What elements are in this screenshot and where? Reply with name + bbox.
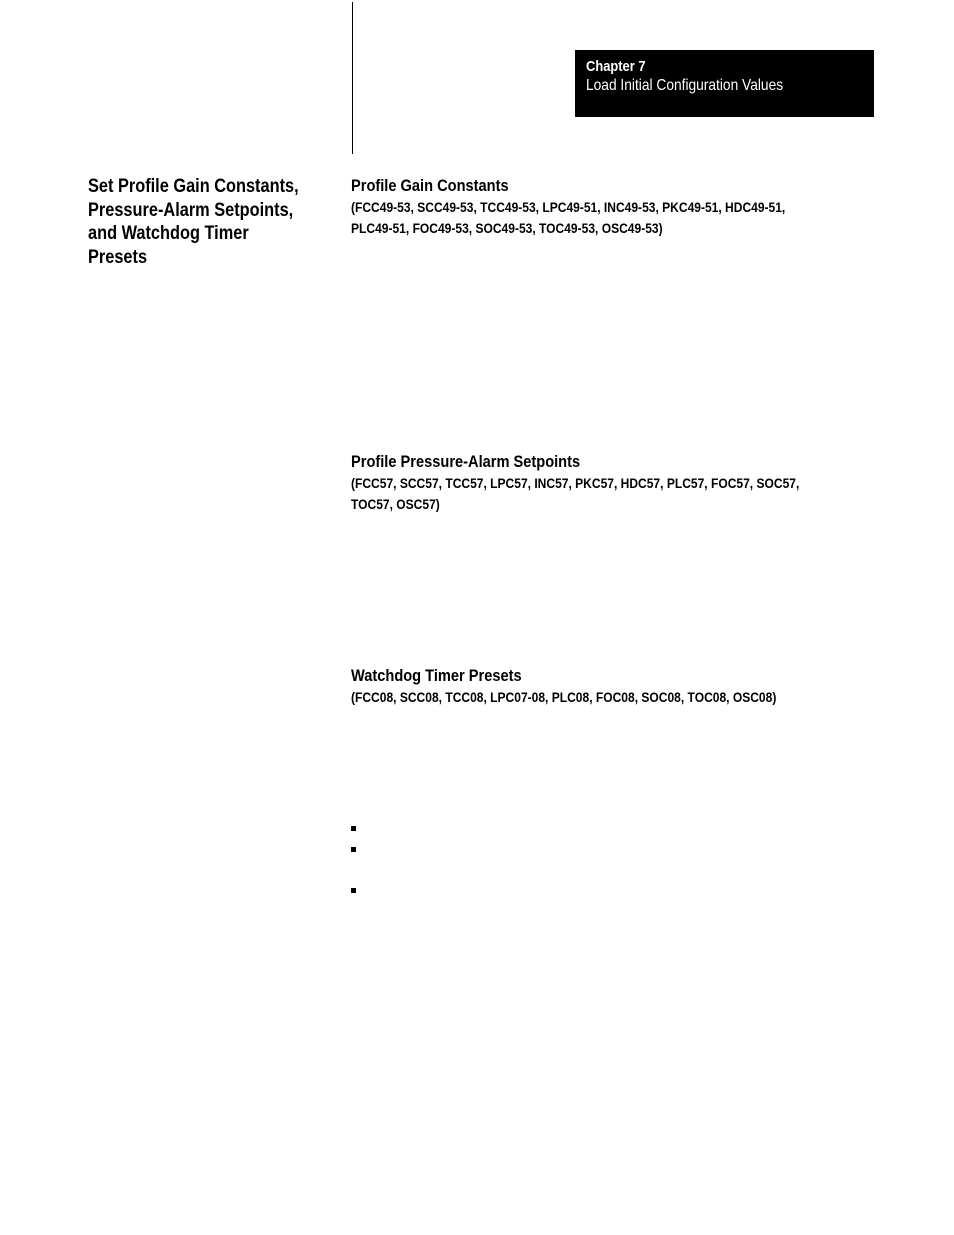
codes-line: (FCC49-53, SCC49-53, TCC49-53, LPC49-51, INC49-53, PKC49-51, HDC49-51, bbox=[351, 199, 786, 215]
codes-line: PLC49-51, FOC49-53, SOC49-53, TOC49-53, OSC49-53) bbox=[351, 220, 663, 236]
section-title: Profile Gain Constants bbox=[351, 176, 509, 195]
chapter-label: Chapter 7 bbox=[586, 58, 646, 75]
section-title: Profile Pressure-Alarm Setpoints bbox=[351, 452, 581, 471]
chapter-header-box bbox=[575, 50, 874, 117]
codes-line: (FCC57, SCC57, TCC57, LPC57, INC57, PKC57, HDC57, PLC57, FOC57, SOC57, bbox=[351, 475, 800, 491]
bullet-marker bbox=[351, 847, 356, 852]
section-profile-gain-constants bbox=[351, 175, 911, 239]
side-heading: Set Profile Gain Constants, Pressure-Alarm Setpoints, and Watchdog Timer Presets bbox=[88, 176, 299, 268]
section-codes bbox=[351, 473, 833, 515]
section-profile-pressure-alarm-setpoints bbox=[351, 451, 911, 515]
codes-line: (FCC08, SCC08, TCC08, LPC07-08, PLC08, FOC08, SOC08, TOC08, OSC08) bbox=[351, 689, 777, 705]
bullet-marker bbox=[351, 888, 356, 893]
section-watchdog-timer-presets bbox=[351, 665, 911, 708]
section-codes bbox=[351, 197, 833, 239]
section-codes bbox=[351, 687, 833, 708]
chapter-title: Load Initial Configuration Values bbox=[586, 77, 784, 94]
codes-line: TOC57, OSC57) bbox=[351, 496, 440, 512]
section-title: Watchdog Timer Presets bbox=[351, 666, 522, 685]
header-vertical-rule bbox=[352, 2, 353, 154]
bullet-marker bbox=[351, 826, 356, 831]
